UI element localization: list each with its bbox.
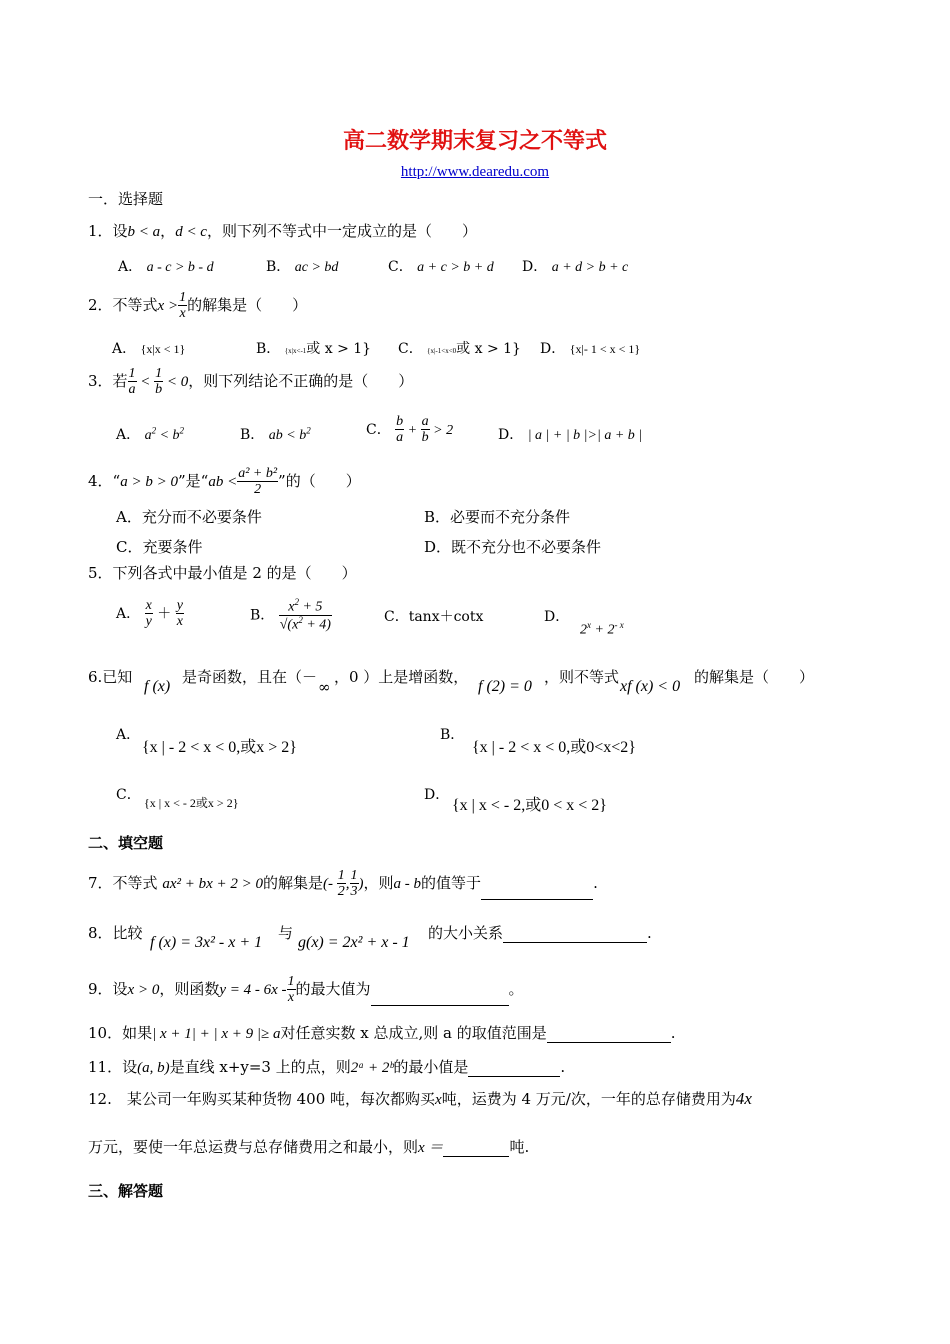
- q5-option-d: D．: [544, 609, 570, 625]
- q6-text-3: ，则不等式: [544, 668, 620, 686]
- q8-answer-blank[interactable]: [503, 926, 647, 943]
- q6-option-b-expr: {x | - 2 < x < 0,或0<x<2}: [472, 739, 636, 756]
- question-12-line-1: 12. 某公司一年购买某种货物 400 吨，每次都购买x吨，运费为 4 万元/次，一年的总存储费用为4x: [88, 1089, 752, 1108]
- q5-option-c: C．tanx＋cotx: [384, 609, 484, 625]
- q3-option-d: D． | a | + | b |>| a + b |: [498, 427, 643, 443]
- q5-option-d-expr: $2^x + 2^{- x}$: [580, 620, 624, 638]
- q5-option-a: A． $\frac{x}{y}$ ＋ $\frac{y}{x}$: [116, 598, 183, 630]
- question-5: 5．下列各式中最小值是 2 的是（ ）: [88, 564, 357, 582]
- q1-option-d: D． a + d > b + c: [522, 259, 629, 275]
- q2-option-b: B． {x|x<-1或 x > 1}: [256, 341, 372, 357]
- q10-answer-blank[interactable]: [547, 1026, 671, 1043]
- q1-option-c: C． a + c > b + d: [388, 259, 494, 275]
- q6-ineq: xf (x) < 0: [620, 678, 681, 695]
- q3-option-b: B． ab < $b^2$: [240, 425, 311, 443]
- q6-fx: f (x): [144, 678, 171, 695]
- page-title: 高二数学期末复习之不等式: [342, 129, 607, 154]
- q4-option-c: C．充要条件: [116, 538, 203, 556]
- q11-answer-blank[interactable]: [468, 1060, 560, 1077]
- q6-option-d: D．: [424, 787, 450, 803]
- q6-text-4: 的解集是（ ）: [694, 668, 815, 686]
- q4-option-b: B．必要而不充分条件: [424, 508, 571, 526]
- q12-answer-blank[interactable]: [443, 1140, 509, 1157]
- section-heading-choice: 一．选择题: [88, 190, 164, 208]
- question-9: 9．设x > 0，则函数y = 4 - 6x - $\frac{1}{x}$ 的最大值为 。: [88, 974, 524, 1006]
- question-10: 10．如果| x + 1| + | x + 9 |≥ a对任意实数 x 总成立,则 a 的取值范围是 .: [88, 1024, 676, 1042]
- q2-option-c: C． {x|-1<x<0或 x > 1}: [398, 341, 521, 357]
- question-7: 7．不等式 ax² + bx + 2 > 0的解集是(- $\frac{1}{2}$ , $\frac{1}{3}$ )，则a - b的值等于 .: [88, 868, 598, 900]
- question-2: 2．不等式x > $\frac{1}{x}$ 的解集是（ ）: [88, 290, 308, 322]
- q4-option-a: A．充分而不必要条件: [116, 508, 262, 526]
- q8-g: g(x) = 2x² + x - 1: [298, 934, 410, 951]
- q6-option-d-expr: {x | x < - 2,或0 < x < 2}: [452, 797, 607, 814]
- q1-option-b: B． ac > bd: [266, 259, 339, 275]
- section-heading-fill: 二、填空题: [88, 834, 164, 852]
- question-11: 11．设(a, b)是直线 x+y=3 上的点，则2ᵃ + 2ᵇ的最小值是 .: [88, 1058, 566, 1076]
- q7-answer-blank[interactable]: [481, 883, 593, 900]
- q9-answer-blank[interactable]: [371, 989, 509, 1006]
- question-6: 6.已知: [88, 668, 133, 686]
- q6-inf: ∞: [318, 678, 331, 696]
- question-8: 8．比较: [88, 924, 143, 942]
- q6-text-2: ，0 ）上是增函数，: [334, 668, 469, 686]
- q6-option-a: A．: [116, 727, 141, 743]
- question-3: 3．若 $\frac{1}{a}$ < $\frac{1}{b}$ < 0，则下列结论不正确的是（ ）: [88, 366, 414, 398]
- q1-option-a: A． a - c > b - d: [118, 259, 214, 275]
- q8-suffix: 的大小关系 .: [428, 924, 652, 942]
- question-1: 1．设b < a，d < c，则下列不等式中一定成立的是（ ）: [88, 222, 477, 240]
- q6-option-a-expr: {x | - 2 < x < 0,或x > 2}: [142, 739, 297, 756]
- section-heading-solve: 三、解答题: [88, 1182, 164, 1200]
- q8-and: 与: [278, 924, 294, 942]
- question-12-line-2: 万元，要使一年总运费与总存储费用之和最小，则x ＝ 吨.: [88, 1138, 530, 1156]
- q2-option-d: D． {x|- 1 < x < 1}: [540, 341, 641, 357]
- q6-option-c: C．: [116, 787, 141, 803]
- q8-f: f (x) = 3x² - x + 1: [150, 934, 263, 951]
- q2-option-a: A． {x|x < 1}: [112, 341, 186, 357]
- q5-option-b: B． $\frac{x^2 + 5}{√(x^2 + 4)}$: [250, 597, 331, 633]
- q6-text-1: 是奇函数，且在（－: [182, 668, 318, 686]
- q3-option-a: A． $a^2 < b^2$: [116, 425, 185, 443]
- q6-option-b: B．: [440, 727, 465, 743]
- q4-option-d: D．既不充分也不必要条件: [424, 538, 602, 556]
- question-4: 4．“a > b > 0”是“ab < $\frac{\text{a² + b²}}{2}$ ”的（ ）: [88, 466, 361, 498]
- q6-f2: f (2) = 0: [478, 678, 532, 695]
- q6-option-c-expr: {x | x < - 2或x > 2}: [144, 796, 239, 810]
- source-link[interactable]: http://www.dearedu.com: [400, 164, 550, 180]
- q3-option-c: C． $\frac{b}{a}$ + $\frac{a}{b}$ > 2: [366, 414, 454, 446]
